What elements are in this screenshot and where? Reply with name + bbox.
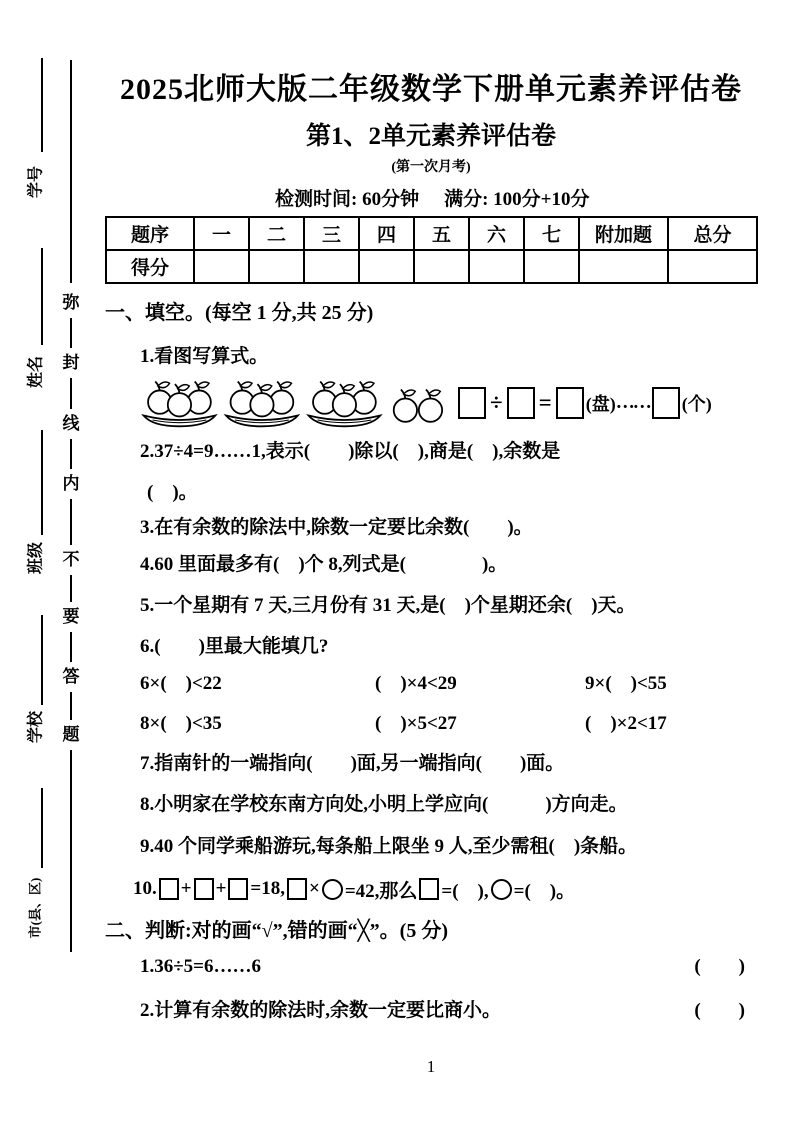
plus-sign: + — [215, 878, 227, 899]
score-cell[interactable] — [579, 250, 668, 283]
equals-18-text: =18, — [250, 878, 285, 899]
square-symbol[interactable] — [419, 878, 439, 900]
q1-label: 1.看图写算式。 — [140, 346, 269, 367]
seal-line-segment — [70, 750, 72, 952]
section1-heading: 一、填空。(每空 1 分,共 25 分) — [105, 302, 374, 324]
q9-text: 9.40 个同学乘船游玩,每条船上限坐 9 人,至少需租( )条船。 — [140, 836, 638, 857]
q7-text: 7.指南针的一端指向( )面,另一端指向( )面。 — [140, 753, 565, 774]
student-id-label: 学号 — [27, 165, 45, 199]
score-table-header-cell: 七 — [524, 217, 579, 250]
seal-line-segment — [70, 499, 72, 545]
judge-item-text: 1.36÷5=6……6 — [140, 956, 262, 977]
q6-label: 6.( )里最大能填几? — [140, 636, 329, 657]
seal-line-segment — [70, 378, 72, 409]
judge-item — [105, 953, 757, 980]
square-symbol[interactable] — [194, 878, 214, 900]
score-table-header-cell: 附加题 — [579, 217, 668, 250]
answer-box[interactable] — [507, 387, 535, 419]
page-title: 2025北师大版二年级数学下册单元素养评估卷 — [120, 73, 742, 106]
equals-sign: = — [538, 390, 552, 415]
answer-box[interactable] — [458, 387, 486, 419]
judge-item-text: 2.计算有余数的除法时,余数一定要比商小。 — [140, 1000, 502, 1021]
judge-answer-blank[interactable]: ( ) — [694, 1000, 745, 1021]
q6-expression: ( )×5<27 — [375, 713, 457, 734]
q2-line1: 2.37÷4=9……1,表示( )除以( ),商是( ),余数是 — [140, 441, 561, 462]
section2-heading: 二、判断:对的画“√”,错的画“╳”。(5 分) — [105, 920, 448, 942]
divide-sign: ÷ — [490, 390, 503, 415]
exam-content — [105, 60, 757, 1078]
apples-illustration — [140, 374, 452, 432]
unit-subtitle: 第1、2单元素养评估卷 — [305, 123, 556, 150]
student-id-writein-line[interactable] — [41, 58, 43, 152]
score-cell[interactable] — [469, 250, 524, 283]
seal-char: 线 — [62, 414, 80, 433]
q2-line2: ( )。 — [147, 482, 198, 503]
exam-time: 检测时间: 60分钟 — [275, 189, 420, 210]
q6-expression: 9×( )<55 — [585, 673, 667, 694]
score-table-header-row — [106, 217, 757, 250]
score-cell[interactable] — [359, 250, 414, 283]
score-cell[interactable] — [249, 250, 304, 283]
judge-item — [105, 997, 757, 1024]
score-table-header-cell: 题序 — [106, 217, 194, 250]
seal-line-segment — [70, 632, 72, 662]
city-writein-line[interactable] — [41, 788, 43, 868]
q10-number: 10. — [133, 878, 157, 899]
q3-text: 3.在有余数的除法中,除数一定要比余数( )。 — [140, 517, 533, 538]
circle-answer-blank: =( )。 — [513, 880, 576, 902]
score-table-header-cell: 六 — [469, 217, 524, 250]
times-sign: × — [308, 878, 320, 899]
seal-char: 内 — [62, 474, 80, 493]
q4-text: 4.60 里面最多有( )个 8,列式是( )。 — [140, 554, 508, 575]
exam-info-line — [105, 188, 757, 212]
circle-symbol[interactable] — [322, 879, 343, 900]
seal-char: 不 — [62, 550, 80, 569]
score-table-header-cell: 二 — [249, 217, 304, 250]
class-label: 班级 — [27, 541, 45, 575]
school-writein-line[interactable] — [41, 615, 43, 705]
q10-equation-row — [105, 874, 757, 904]
circle-symbol[interactable] — [491, 879, 512, 900]
seal-line-segment — [70, 575, 72, 602]
seal-line-segment — [70, 60, 72, 283]
q6-expression-row2 — [105, 710, 757, 737]
score-cell[interactable] — [524, 250, 579, 283]
page-number: 1 — [426, 1057, 436, 1076]
seal-char: 题 — [62, 725, 80, 744]
q5-text: 5.一个星期有 7 天,三月份有 31 天,是( )个星期还余( )天。 — [140, 595, 636, 616]
q6-expression: ( )×4<29 — [375, 673, 457, 694]
monthly-exam-note: (第一次月考) — [391, 160, 471, 175]
name-label: 姓名 — [27, 355, 45, 389]
square-answer-blank: =( ), — [441, 880, 489, 902]
q6-expression: 8×( )<35 — [140, 713, 222, 734]
q6-expression: ( )×2<17 — [585, 713, 667, 734]
score-table-score-row — [106, 250, 757, 283]
school-label: 学校 — [27, 710, 45, 744]
seal-line-segment — [70, 692, 72, 720]
score-table-header-cell: 三 — [304, 217, 359, 250]
equals-42-text: =42,那么 — [344, 880, 418, 902]
answer-box[interactable] — [652, 387, 680, 419]
seal-char: 答 — [62, 667, 80, 686]
score-row-label: 得分 — [106, 250, 194, 283]
score-table-header-cell: 五 — [414, 217, 469, 250]
q6-expression: 6×( )<22 — [140, 673, 222, 694]
seal-line-segment — [70, 439, 72, 469]
class-writein-line[interactable] — [41, 430, 43, 535]
exam-full-score: 满分: 100分+10分 — [444, 189, 590, 210]
remainder-dots: …… — [615, 392, 650, 413]
q1-equation-row — [105, 374, 757, 432]
score-cell[interactable] — [414, 250, 469, 283]
seal-line-segment — [70, 318, 72, 348]
score-table — [105, 216, 758, 284]
seal-char: 要 — [62, 607, 80, 626]
plus-sign: + — [180, 878, 192, 899]
score-cell[interactable] — [304, 250, 359, 283]
score-table-header-cell: 四 — [359, 217, 414, 250]
seal-char: 封 — [62, 353, 80, 372]
answer-box[interactable] — [556, 387, 584, 419]
score-cell[interactable] — [194, 250, 249, 283]
score-table-header-cell: 总分 — [668, 217, 757, 250]
score-cell[interactable] — [668, 250, 757, 283]
item-unit-label: (个) — [681, 394, 712, 414]
square-symbol[interactable] — [228, 878, 248, 900]
q8-text: 8.小明家在学校东南方向处,小明上学应向( )方向走。 — [140, 794, 628, 815]
score-table-header-cell: 一 — [194, 217, 249, 250]
q6-expression-row1 — [105, 670, 757, 697]
square-symbol[interactable] — [287, 878, 307, 900]
plate-unit-label: (盘) — [585, 394, 616, 414]
city-county-district-label: 市(县、区) — [27, 877, 43, 939]
judge-answer-blank[interactable]: ( ) — [694, 956, 745, 977]
name-writein-line[interactable] — [41, 248, 43, 345]
seal-char: 弥 — [62, 293, 80, 312]
square-symbol[interactable] — [159, 878, 179, 900]
